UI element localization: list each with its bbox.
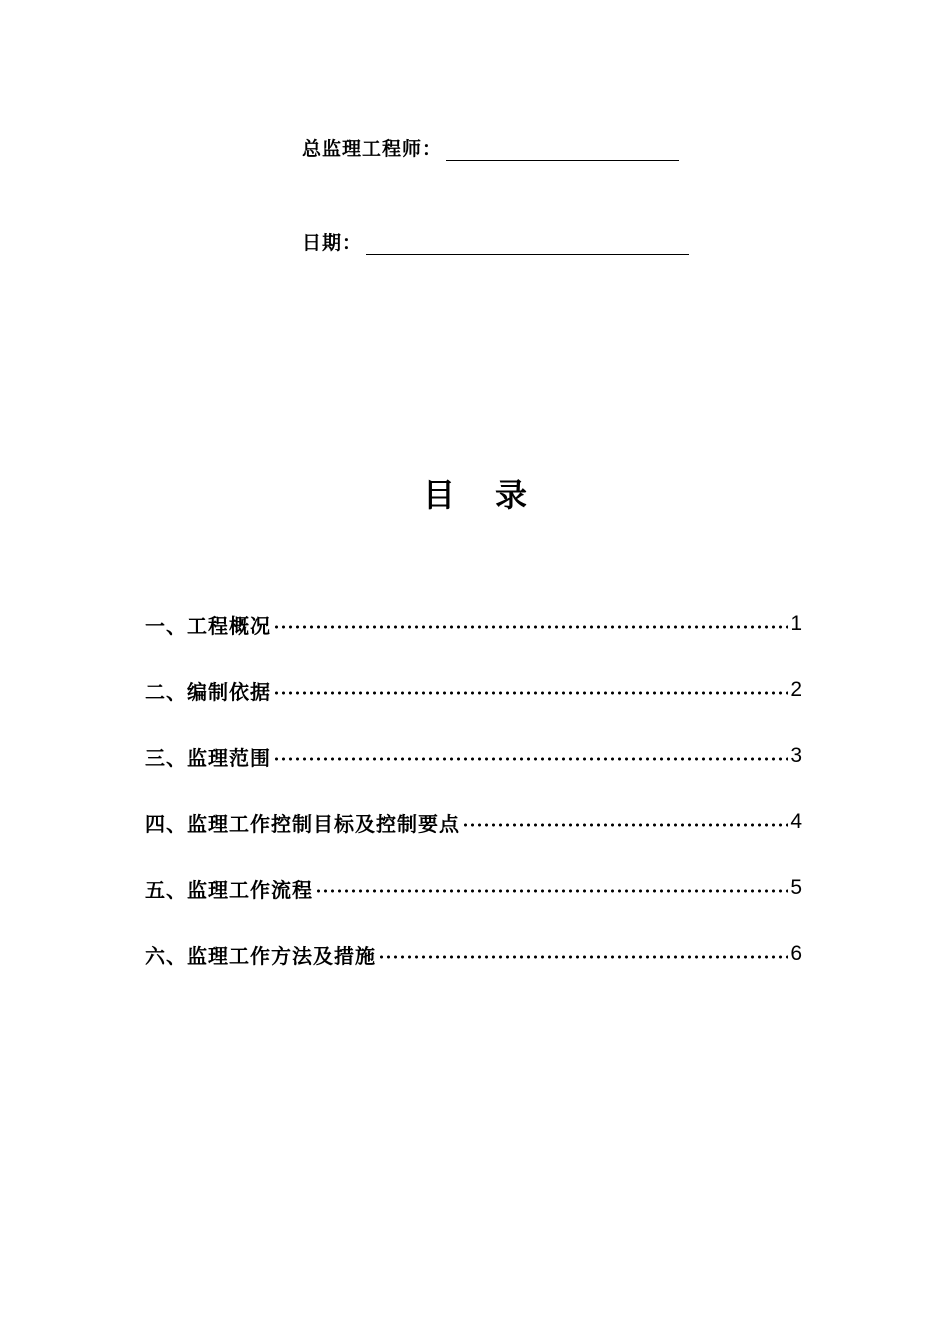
toc-dot-leader [273, 691, 788, 695]
toc-entry[interactable] [145, 670, 803, 710]
toc-entry[interactable] [145, 604, 803, 644]
toc-entry-label: 五、监理工作流程 [145, 877, 313, 902]
toc-title-left: 目 [422, 476, 455, 514]
chief-engineer-label: 总监理工程师： [302, 138, 443, 160]
toc-entry-page: 5 [790, 876, 803, 899]
toc-entry[interactable] [145, 802, 803, 842]
chief-engineer-signature-line [446, 138, 679, 161]
toc-dot-leader [273, 625, 788, 629]
toc-entry-page: 1 [790, 612, 803, 635]
toc-dot-leader [273, 757, 788, 761]
toc-entry-label: 四、监理工作控制目标及控制要点 [145, 811, 460, 836]
toc-entry[interactable] [145, 736, 803, 776]
toc-entry-label: 三、监理范围 [145, 745, 271, 770]
toc-dot-leader [378, 955, 788, 959]
toc-entry[interactable] [145, 934, 803, 974]
chief-engineer-signature-row [302, 134, 679, 161]
toc-entry-label: 六、监理工作方法及措施 [145, 943, 376, 968]
toc-entry-page: 6 [790, 942, 803, 965]
toc-list [145, 604, 803, 1000]
date-signature-row [302, 228, 689, 255]
date-label: 日期： [302, 232, 363, 254]
toc-title [0, 470, 950, 516]
toc-entry-page: 2 [790, 678, 803, 701]
toc-title-right: 录 [495, 476, 528, 514]
toc-entry-label: 一、工程概况 [145, 613, 271, 638]
toc-dot-leader [315, 889, 788, 893]
toc-entry-page: 4 [790, 810, 803, 833]
toc-entry[interactable] [145, 868, 803, 908]
toc-entry-page: 3 [790, 744, 803, 767]
toc-entry-label: 二、编制依据 [145, 679, 271, 704]
toc-dot-leader [462, 823, 788, 827]
date-signature-line [366, 232, 689, 255]
